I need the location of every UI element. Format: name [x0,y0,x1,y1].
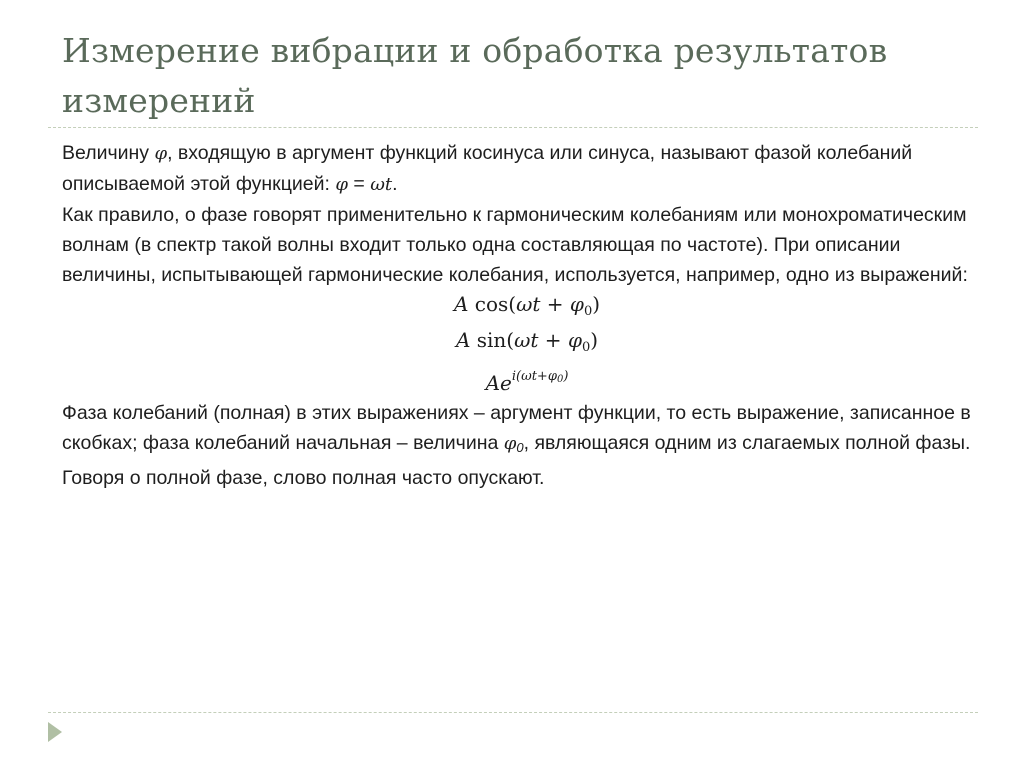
play-triangle-icon [48,722,62,742]
phi0-subscript: 0 [516,440,524,455]
footer-divider [48,712,978,713]
formula-exp: $Ae^{i(\omega t+\varphi 0)}$ [485,369,569,395]
inline-formula-phi: φ [335,174,348,195]
formula-sin: A $\sin(\omega t + \varphi_0)$ [455,328,599,355]
inline-formula-omega-t: ωt [370,174,393,195]
formula-cos: A $\cos(\omega t + \varphi_0)$ [453,292,601,319]
paragraph-harmonic: Как правило, о фазе говорят применительно к гармоническим колебаниям или монохроматическим волнам (в спектр такой волны входит только одна составляющая по частоте). При описании величины, испытывающей гармонические колебания, используется, например, одно из выражений: [62,204,968,286]
paragraph-phase-definition [62,138,992,200]
formula-exp-power: i(ωt+φ0) [511,369,569,385]
paragraph1-text-middle: , входящую в аргумент функций косинуса или синуса, называют фазой колебаний описываемой этой функцией: [62,142,913,195]
phi-symbol: φ [154,143,168,164]
title-divider [48,127,978,128]
inline-formula-end: . [392,173,398,195]
phi0-symbol: φ [503,433,517,454]
paragraph1-text-start: Величину [62,142,155,164]
paragraph3-text-end: , являющаяся одним из слагаемых полной фазы. Говоря о полной фазе, слово полная часто опускают. [62,432,971,489]
paragraph-full-phase [62,398,992,493]
slide-title: Измерение вибрации и обработка результатов измерений [62,31,888,120]
slide-content [62,138,992,493]
formula-block [62,290,992,398]
paragraph3-text-start: Фаза колебаний (полная) в этих выражениях – аргумент функции, то есть выражение, записанное в скобках; фаза колебаний начальная – величина [62,402,971,454]
inline-formula-eq: = [347,173,371,195]
